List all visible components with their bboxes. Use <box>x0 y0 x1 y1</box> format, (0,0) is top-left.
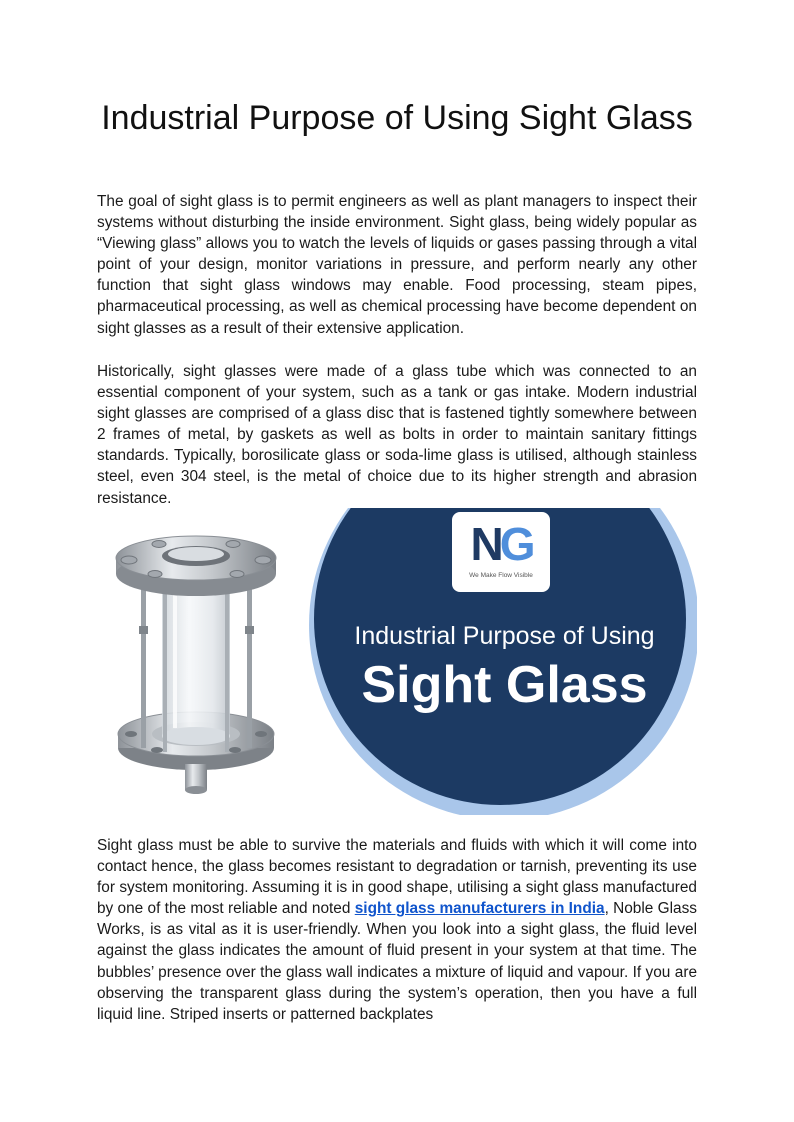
logo-letter-g: G <box>499 518 532 570</box>
banner-subheading: Sight Glass <box>361 656 648 714</box>
paragraph-text-before-link: Sight glass must be able to survive the materials and fluids with which it will come into contact hence, the glass becomes resistant to degradation or tarnish, preventing its use for system monitoring. Assuming it is in good shape, utilising a sight glass manufactured by one of the most reliable and noted <box>97 837 697 918</box>
noble-glass-logo <box>452 512 550 592</box>
page-title: Industrial Purpose of Using Sight Glass <box>101 99 693 137</box>
paragraph-text-after-link: , Noble Glass Works, is as vital as it is user-friendly. When you look into a sight glass, the fluid level against the glass indicates the amount of fluid present in your system at that time. The bubbles’ presence over the glass wall indicates a mixture of liquid and vapour. If you are observing the transparent glass during the system’s operation, then you have a full liquid line. Striped inserts or patterned backplates <box>97 900 697 1023</box>
logo-letter-n: N <box>470 518 500 570</box>
sight-glass-product-image <box>116 536 276 794</box>
sight-glass-banner <box>97 508 697 815</box>
intro-paragraph: The goal of sight glass is to permit engineers as well as plant managers to inspect their systems without disturbing the inside environment. Sight glass, being widely popular as “Viewing glass” allows you to watch the levels of liquids or gases passing through a vital point of your design, monitor variations in pressure, and perform nearly any other function that sight glass windows may enable. Food processing, steam pipes, pharmaceutical processing, as well as chemical processing have become dependent on sight glasses as a result of their extensive application. <box>97 193 697 337</box>
history-paragraph: Historically, sight glasses were made of a glass tube which was connected to an essential component of your system, such as a tank or gas intake. Modern industrial sight glasses are comprised of a glass disc that is fastened tightly somewhere between 2 frames of metal, by gaskets as well as bolts in order to maintain sanitary fittings standards. Typically, borosilicate glass or soda-lime glass is utilised, although stainless steel, even 304 steel, is the metal of choice due to its higher strength and abrasion resistance. <box>97 363 697 507</box>
sight-glass-manufacturers-link[interactable]: sight glass manufacturers in India <box>354 900 605 918</box>
manufacturer-paragraph <box>97 835 697 1025</box>
banner-heading: Industrial Purpose of Using <box>354 622 655 650</box>
logo-tagline: We Make Flow Visible <box>469 572 533 579</box>
logo-letters <box>452 518 550 570</box>
